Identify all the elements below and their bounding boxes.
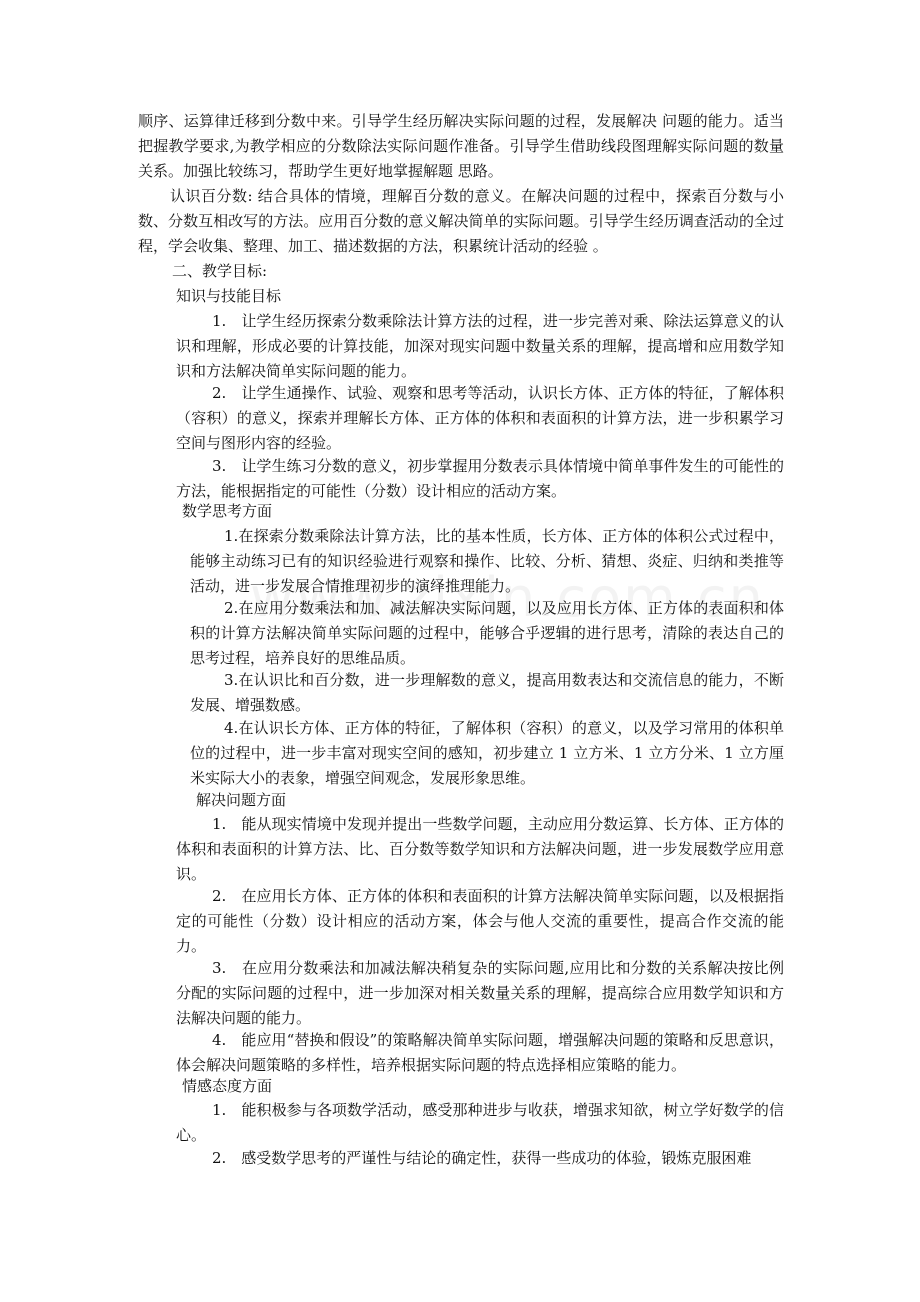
problem-item: 1. 能从现实情境中发现并提出一些数学问题，主动应用分数运算、长方体、正方体的体积和表面积的计算方法、比、百分数等数学知识和方法解决问题，进一步发展数学应用意识。 <box>176 815 784 883</box>
thinking-item: 1.在探索分数乘除法计算方法，比的基本性质，长方体、正方体的体积公式过程中，能够主动练习已有的知识经验进行观察和操作、比较、分析、猜想、炎症、归纳和类推等活动，进一步发展合情推理初步的演绎推理能力。 <box>190 527 784 595</box>
paragraph-intro: 顺序、运算律迁移到分数中来。引导学生经历解决实际问题的过程，发展解决 问题的能力。适当把握教学要求,为教学相应的分数除法实际问题作准备。引导学生借助线段图理解实际问题的数量关系。加强比较练习，帮助学生更好地掌握解题 思路。 <box>138 112 784 180</box>
heading-knowledge-skills: 知识与技能目标 <box>176 287 282 305</box>
heading-teaching-goals: 二、教学目标: <box>172 262 268 280</box>
knowledge-item: 3. 让学生练习分数的意义，初步掌握用分数表示具体情境中简单事件发生的可能性的方法，能根据指定的可能性（分数）设计相应的活动方案。 <box>176 457 784 500</box>
thinking-item: 4.在认识长方体、正方体的特征，了解体积（容积）的意义，以及学习常用的体积单位的过程中，进一步丰富对现实空间的感知，初步建立 1 立方米、1 立方分米、1 立方厘米实际大小的表象，增强空间观念，发展形象思维。 <box>190 719 784 787</box>
thinking-item: 3.在认识比和百分数，进一步理解数的意义，提高用数表达和交流信息的能力，不断发展、增强数感。 <box>190 671 784 714</box>
heading-problem-solving: 解决问题方面 <box>196 791 287 809</box>
problem-item: 3. 在应用分数乘法和加减法解决稍复杂的实际问题,应用比和分数的关系解决按比例分配的实际问题的过程中，进一步加深对相关数量关系的理解，提高综合应用数学知识和方法解决问题的能力。 <box>176 959 784 1027</box>
heading-math-thinking: 数学思考方面 <box>182 502 273 520</box>
emotion-item: 1. 能积极参与各项数学活动，感受那种进步与收获，增强求知欲，树立学好数学的信心。 <box>176 1101 784 1144</box>
problem-item: 2. 在应用长方体、正方体的体积和表面积的计算方法解决简单实际问题，以及根据指定的可能性（分数）设计相应的活动方案，体会与他人交流的重要性，提高合作交流的能力。 <box>176 887 784 955</box>
thinking-item: 2.在应用分数乘法和加、减法解决实际问题，以及应用长方体、正方体的表面积和体积的计算方法解决简单实际问题的过程中，能够合乎逻辑的进行思考，清除的表达自己的思考过程，培养良好的思维品质。 <box>190 599 784 667</box>
problem-item: 4. 能应用“替换和假设”的策略解决简单实际问题，增强解决问题的策略和反思意识，体会解决问题策略的多样性，培养根据实际问题的特点选择相应策略的能力。 <box>176 1031 784 1074</box>
paragraph-percent: 认识百分数: 结合具体的情境，理解百分数的意义。在解决问题的过程中，探索百分数与小数、分数互相改写的方法。应用百分数的意义解决简单的实际问题。引导学生经历调查活动的全过程，学会收集、整理、加工、描述数据的方法，积累统计活动的经验 。 <box>138 187 784 255</box>
knowledge-item: 2. 让学生通操作、试验、观察和思考等活动，认识长方体、正方体的特征，了解体积（容积）的意义，探索并理解长方体、正方体的体积和表面积的计算方法，进一步积累学习空间与图形内容的经验。 <box>176 384 784 452</box>
emotion-item: 2. 感受数学思考的严谨性与结论的确定性，获得一些成功的体验，锻炼克服困难 <box>212 1149 752 1167</box>
knowledge-item: 1. 让学生经历探索分数乘除法计算方法的过程，进一步完善对乘、除法运算意义的认识和理解，形成必要的计算技能，加深对现实问题中数量关系的理解，提高增和应用数学知识和方法解决简单实际问题的能力。 <box>176 312 784 380</box>
heading-emotion-attitude: 情感态度方面 <box>182 1077 273 1095</box>
